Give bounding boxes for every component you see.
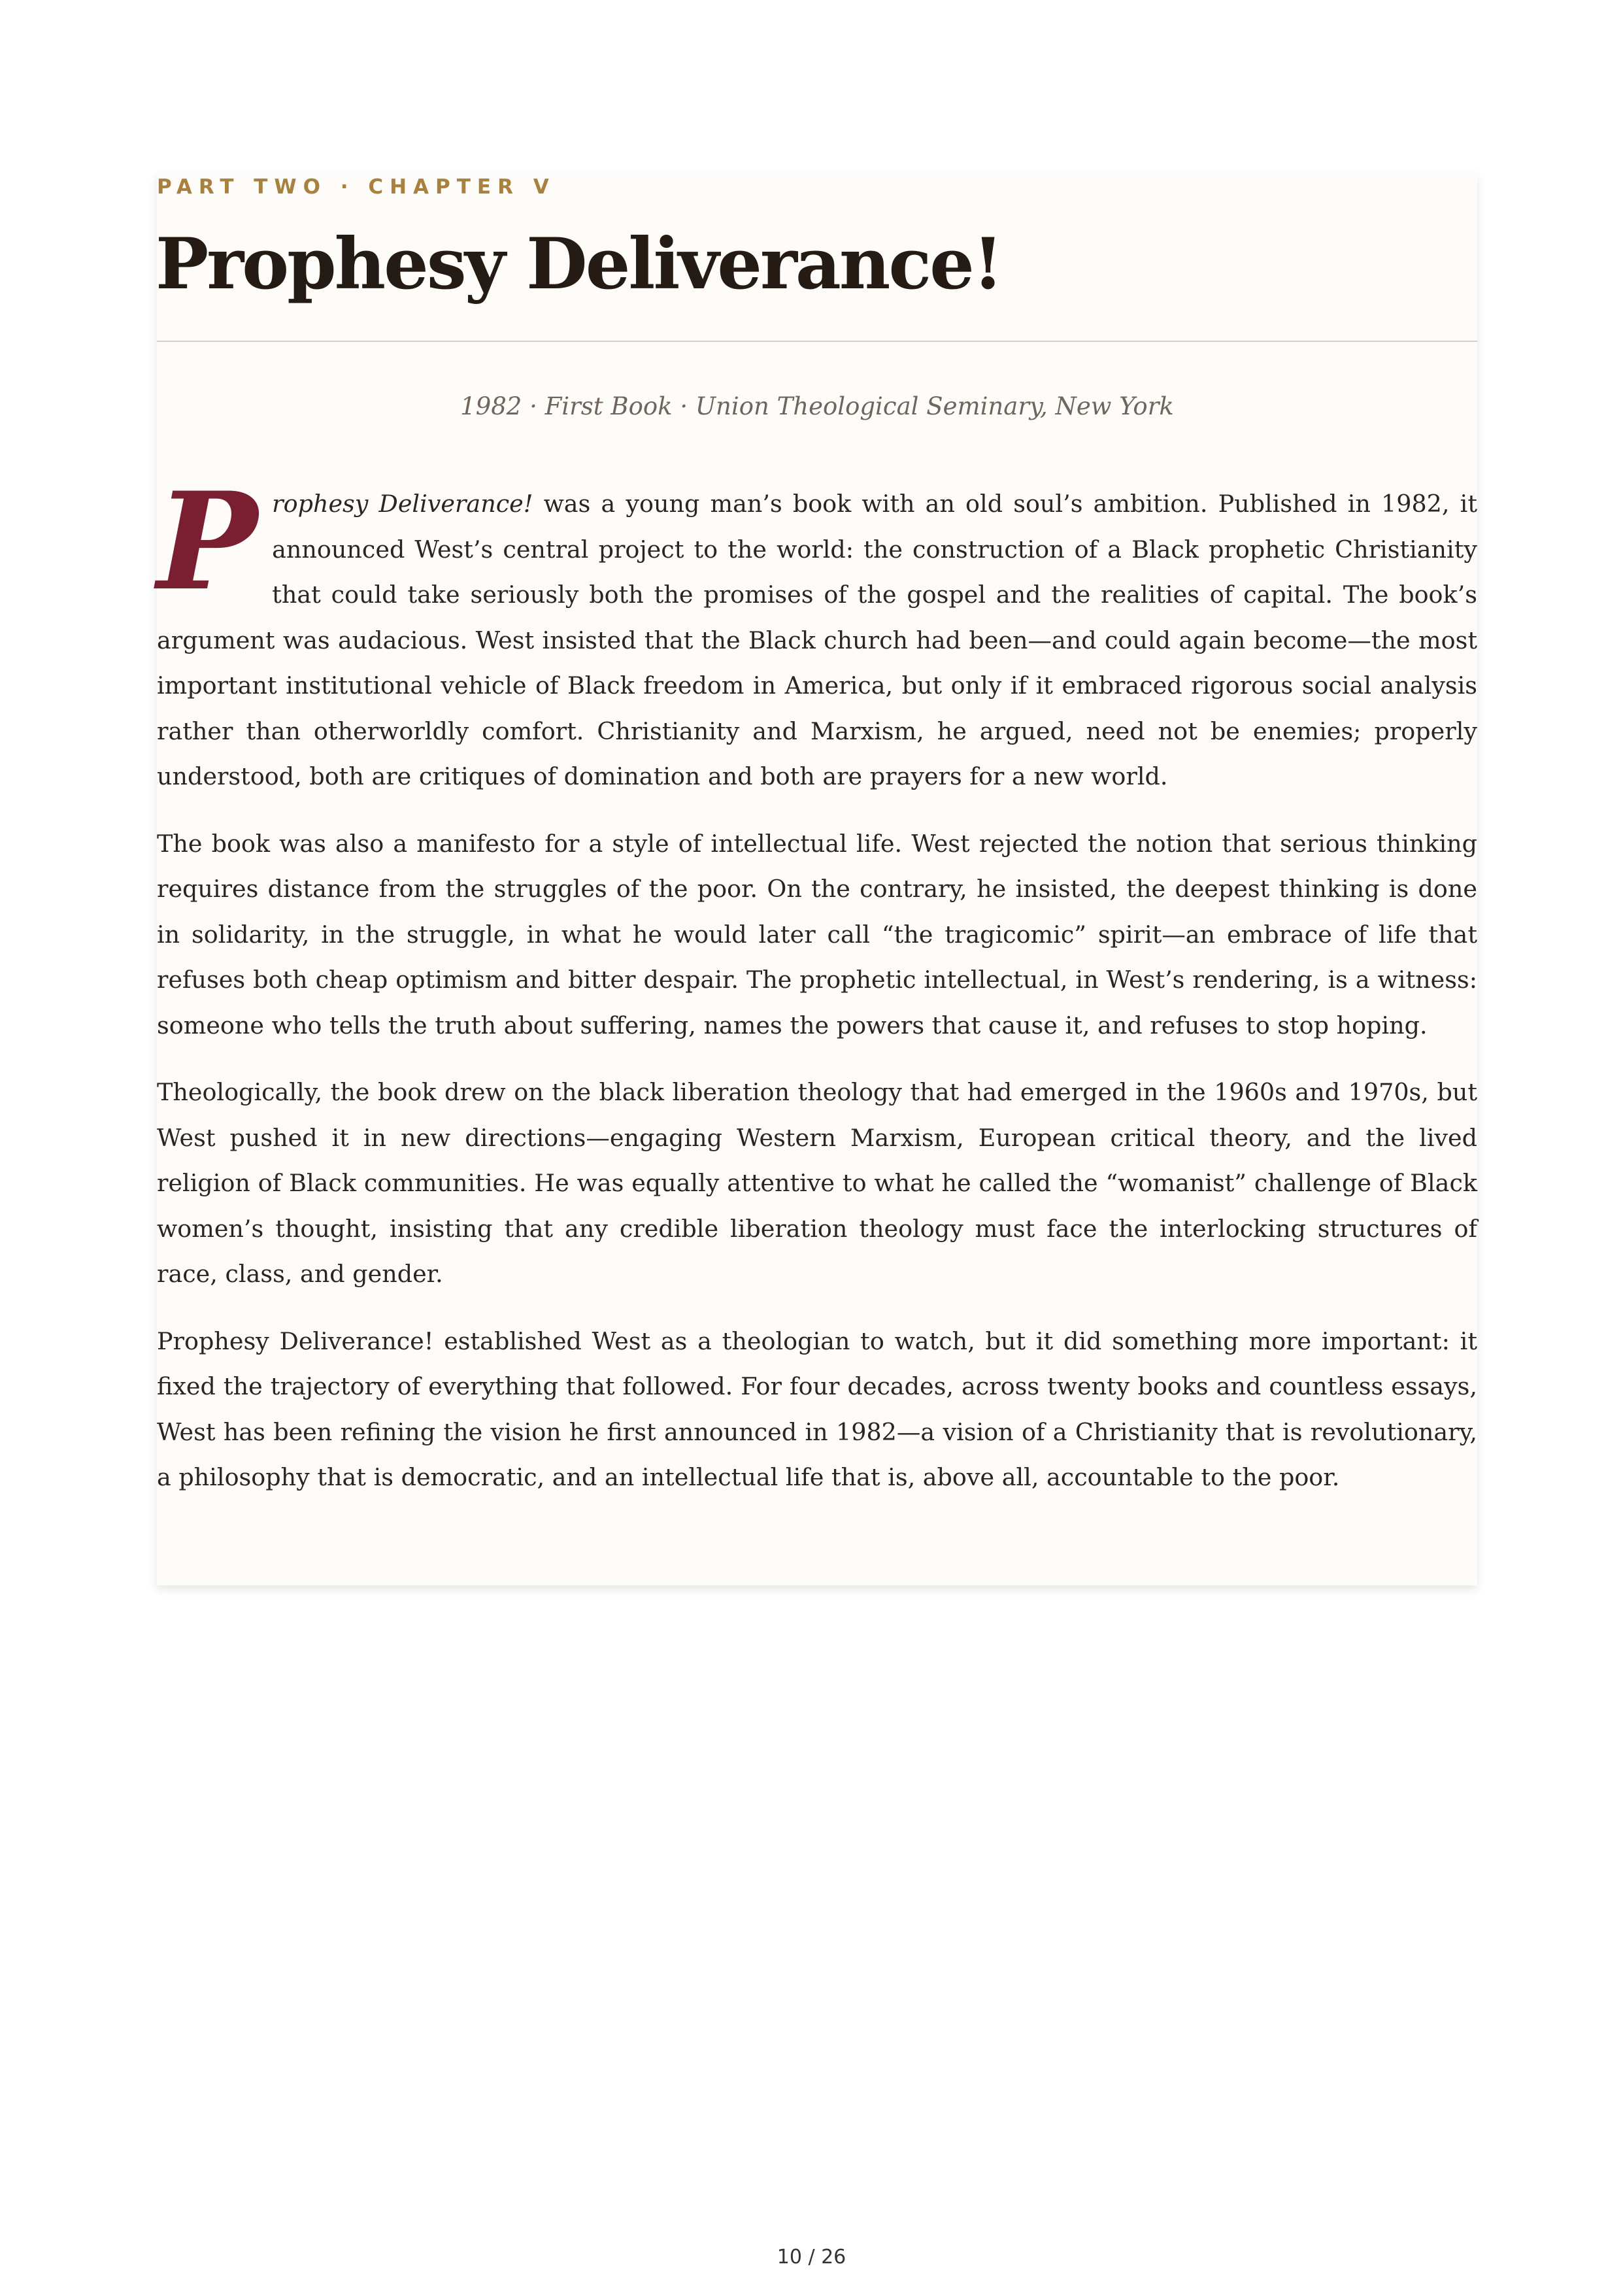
- drop-cap: P: [157, 464, 258, 620]
- paragraph-3: Theologically, the book drew on the black liberation theology that had emerged in the 1960s and 1970s, but West pushed it in new directions—engaging Western Marxism, European critical theory, and the lived religion of Black communities. He was equally attentive to what he called the “womanist” challenge of Black women’s thought, insisting that any credible liberation theology must face the interlocking structures of race, class, and gender.: [157, 1078, 1477, 1288]
- chapter-title: Prophesy Deliverance!: [156, 223, 1002, 305]
- chapter-meta: 1982 · First Book · Union Theological Seminary, New York: [460, 392, 1174, 420]
- page-indicator: 10 / 26: [777, 2246, 846, 2269]
- paragraph-2: The book was also a manifesto for a style of intellectual life. West rejected the notion that serious thinking requires distance from the struggles of the poor. On the contrary, he insisted, the deepest thinking is done in solidarity, in the struggle, in what he would later call “the tragicomic” spirit—an embrace of life that refuses both cheap optimism and bitter despair. The prophetic intellectual, in West’s rendering, is a witness: someone who tells the truth about suffering, names the powers that cause it, and refuses to stop hoping.: [157, 829, 1477, 1039]
- chapter-body: [157, 464, 1477, 1522]
- paragraph-4: Prophesy Deliverance! established West as a theologian to watch, but it did something more important: it fixed the trajectory of everything that followed. For four decades, across twenty books and countless essays, West has been refining the vision he first announced in 1982—a vision of a Christianity that is revolutionary, a philosophy that is democratic, and an intellectual life that is, above all, accountable to the poor.: [157, 1326, 1477, 1491]
- lead-italic-title: rophesy Deliverance!: [272, 490, 533, 518]
- chapter-kicker: PART TWO · CHAPTER V: [157, 175, 556, 199]
- paragraph-1-text: was a young man’s book with an old soul’s ambition. Published in 1982, it announced West’s central project to the world: the construction of a Black prophetic Christianity that could take seriously both the promises of the gospel and the realities of capital. The book’s argument was audacious. West insisted that the Black church had been—and could again become—the most important institutional vehicle of Black freedom in America, but only if it embraced rigorous social analysis rather than otherworldly comfort. Christianity and Marxism, he argued, need not be enemies; properly understood, both are critiques of domination and both are prayers for a new world.: [157, 490, 1477, 790]
- title-divider: [157, 341, 1477, 342]
- paragraph-1: [157, 464, 1477, 800]
